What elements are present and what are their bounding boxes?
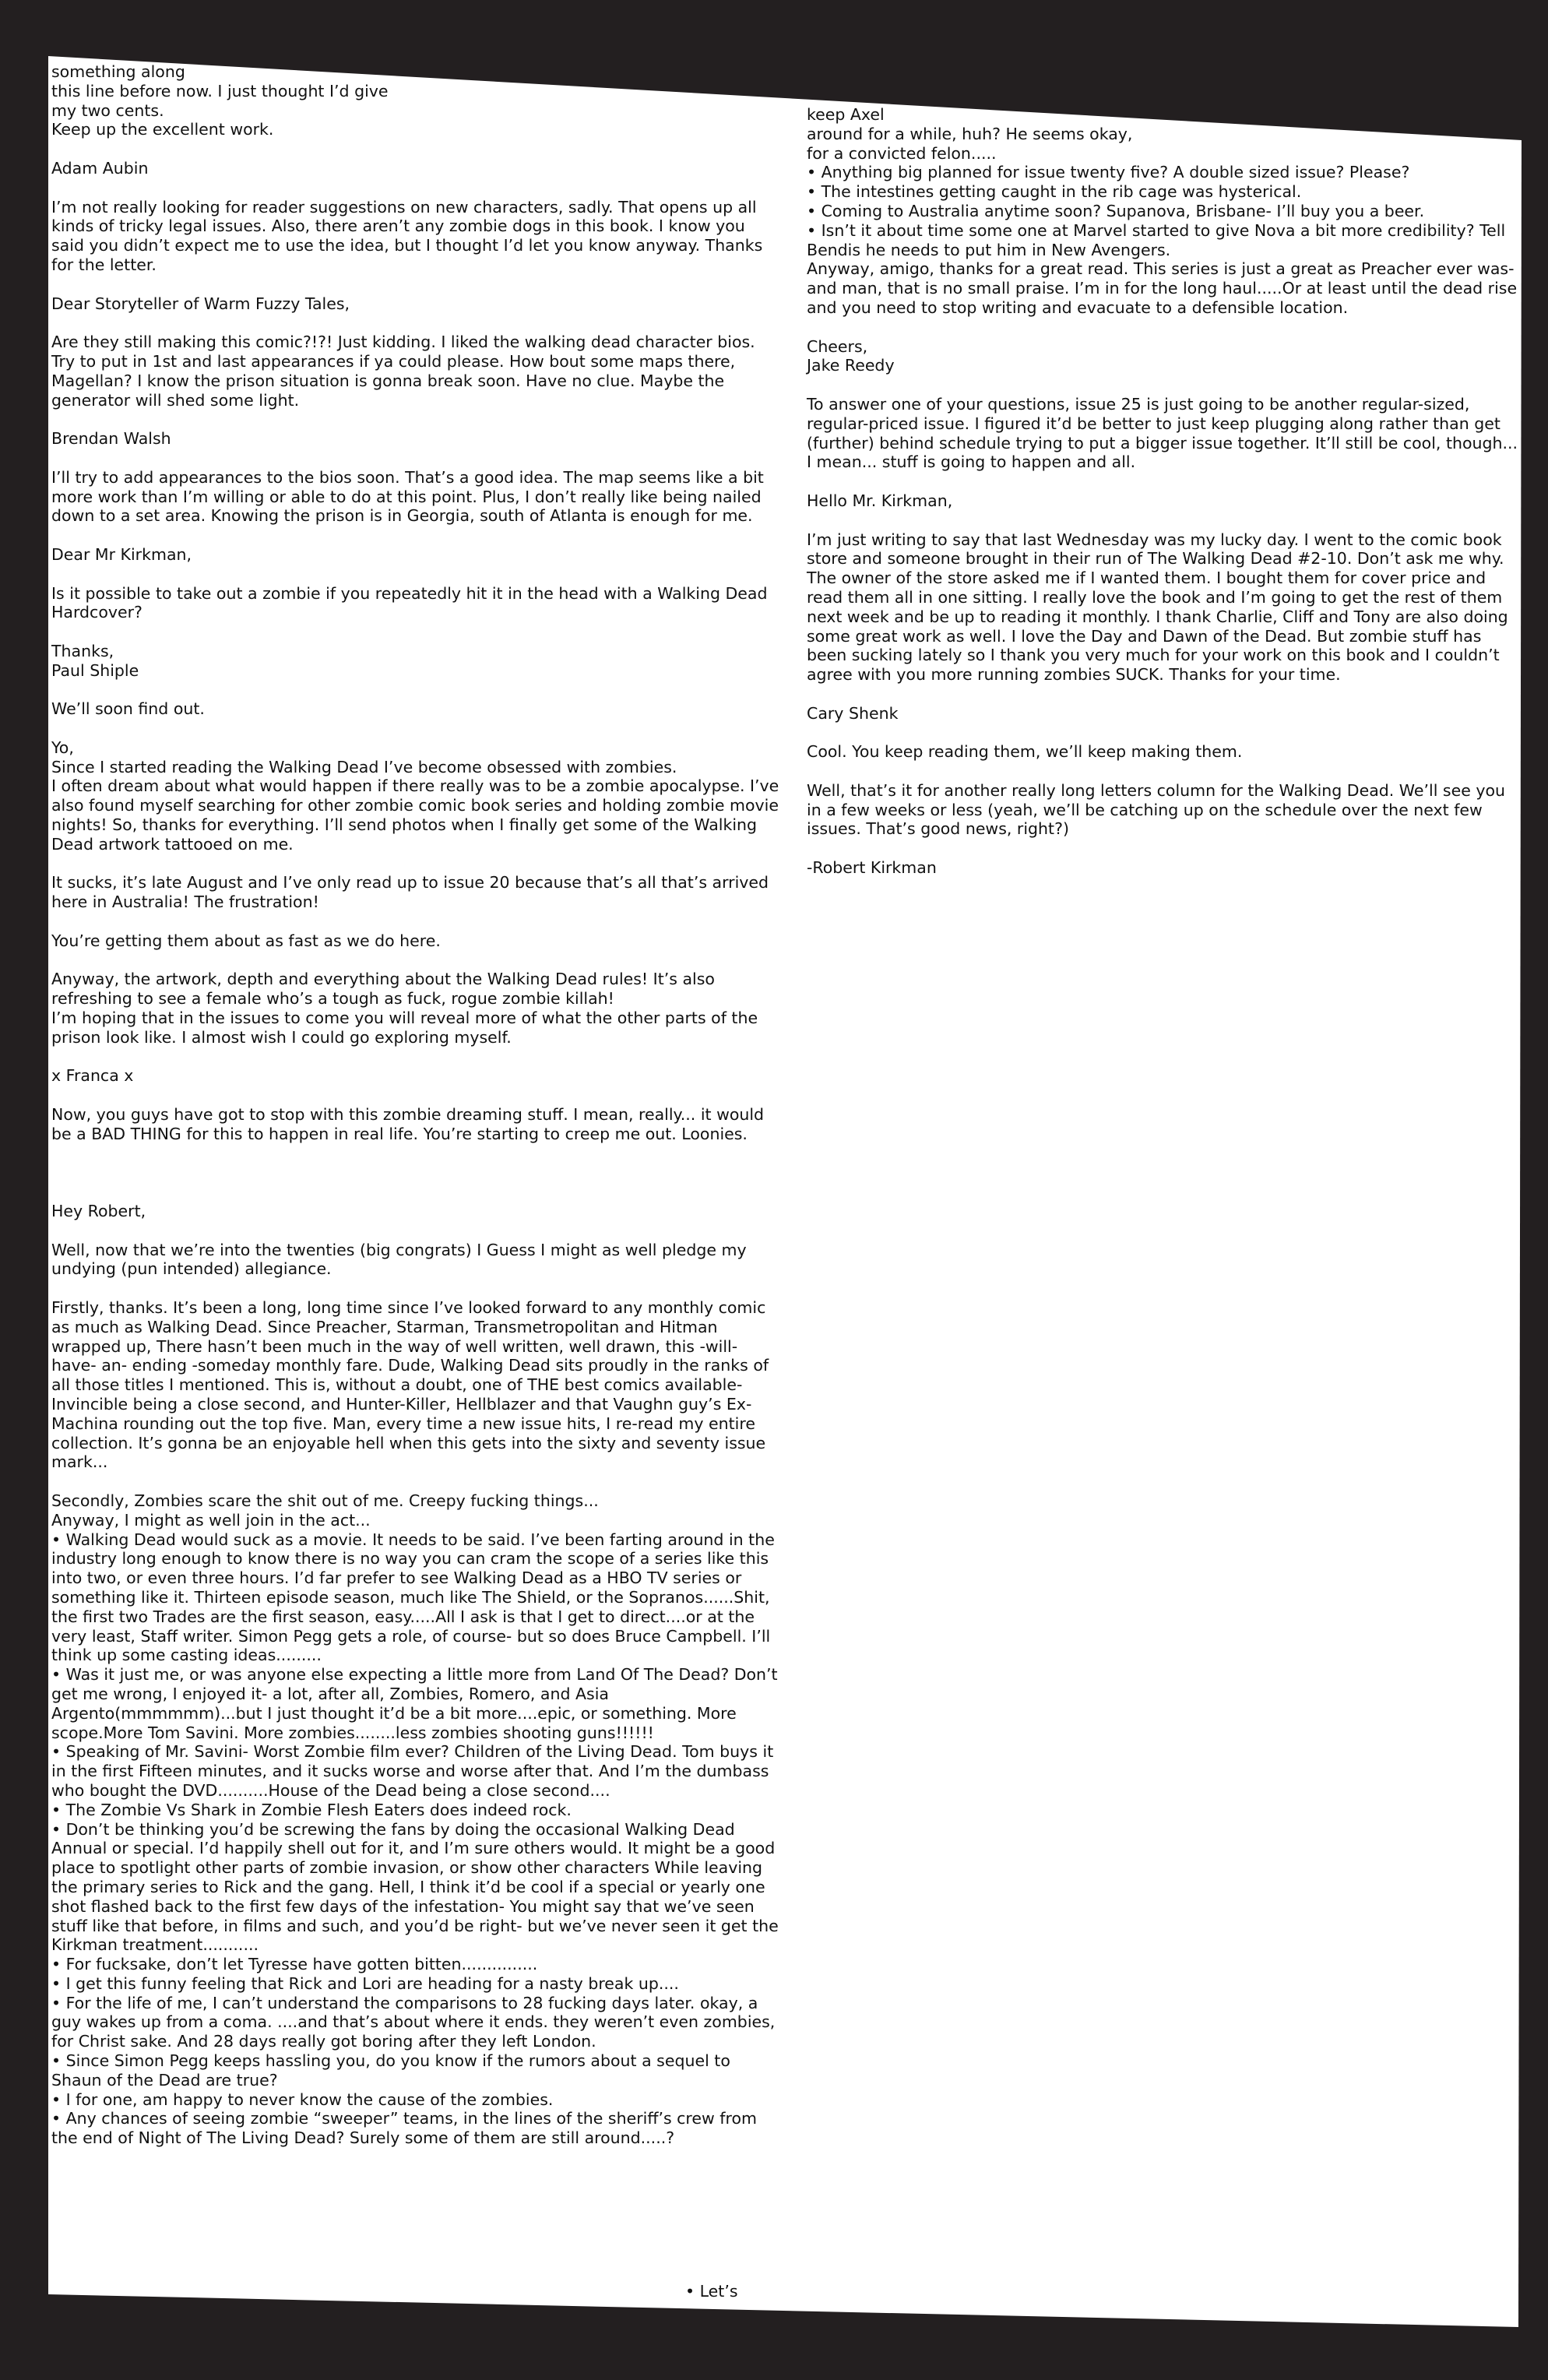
letter-paragraph: Anyway, amigo, thanks for a great read. This series is just a great as Preacher ever was- and man, that is no small praise. I’m in for the long haul.....Or at least until the dead rise and you need to stop writing and evacuate to a defensible location.	[807, 259, 1518, 317]
letter-paragraph: Now, you guys have got to stop with this zombie dreaming stuff. I mean, really... it would be a BAD THING for this to happen in real life. You’re starting to creep me out. Loonies.	[51, 1105, 765, 1143]
letter-paragraph: I’ll try to add appearances to the bios soon. That’s a good idea. The map seems like a bit more work than I’m willing or able to do at this point. Plus, I don’t really like being nailed down to a set area. Knowing the prison is in Georgia, south of Atlanta is enough for me.	[51, 467, 764, 526]
letter-paragraph: I’m not really looking for reader suggestions on new characters, sadly. That opens up all kinds of tricky legal issues. Also, there aren’t any zombie dogs in this book. I know you said you didn’t expect me to use the idea, but I thought I’d let you know anyway. Thanks for the letter.	[51, 197, 763, 274]
letter-paragraph: • Was it just me, or was anyone else expecting a little more from Land Of The Dead? Don’t get me wrong, I enjoyed it- a lot, after all, Zombies, Romero, and Asia Argento(mmmmmm)...but I just thought it’d be a bit more....epic, or something. More scope.More Tom Savini. More zombies........less zombies shooting guns!!!!!!	[51, 1665, 778, 1742]
letter-paragraph: You’re getting them about as fast as we do here.	[51, 931, 441, 950]
letter-paragraph: • Since Simon Pegg keeps hassling you, do you know if the rumors about a sequel to Shaun of the Dead are true?	[51, 2051, 730, 2090]
letter-paragraph: Cheers, Jake Reedy	[807, 336, 895, 375]
letter-paragraph: Dear Mr Kirkman,	[51, 544, 192, 564]
letter-paragraph: • For fucksake, don’t let Tyresse have gotten bitten...............	[51, 1955, 538, 1974]
letter-paragraph: Cary Shenk	[807, 703, 899, 723]
letter-paragraph: We’ll soon find out.	[51, 699, 205, 719]
letter-paragraph: Anyway, the artwork, depth and everything about the Walking Dead rules! It’s also refreshing to see a female who’s a tough as fuck, rogue zombie killah! I’m hoping that in the issues to come you will reveal more of what the other parts of the prison look like. I almost wish I could go exploring myself.	[51, 970, 758, 1047]
letter-paragraph: Hello Mr. Kirkman,	[807, 491, 953, 510]
left-column-continuation: • Let’s	[685, 2282, 738, 2301]
letter-paragraph: • I for one, am happy to never know the cause of the zombies.	[51, 2090, 554, 2109]
letter-paragraph: • Isn’t it about time some one at Marvel started to give Nova a bit more credibility? Tell Bendis he needs to put him in New Avengers.	[807, 220, 1506, 259]
letter-paragraph: • I get this funny feeling that Rick and Lori are heading for a nasty break up....	[51, 1973, 679, 1993]
right-letters-column	[807, 105, 1523, 878]
letter-paragraph: Thanks, Paul Shiple	[51, 641, 139, 680]
letter-paragraph: Yo, Since I started reading the Walking Dead I’ve become obsessed with zombies. I often dream about what would happen if there really was to be a zombie apocalypse. I’ve also found myself searching for other zombie comic book series and holding zombie movie nights! So, thanks for everything. I’ll send photos when I finally get some of the Walking Dead artwork tattooed on me.	[51, 738, 779, 854]
letter-paragraph: • Walking Dead would suck as a movie. It needs to be said. I’ve been farting around in the industry long enough to know there is no way you can cram the scope of a series like this into two, or even three hours. I’d far prefer to see Walking Dead as a HBO TV series or something like it. Thirteen episode season, much like The Shield, or the Sopranos......Shit, the first two Trades are the first season, easy.....All I ask is that I get to direct....or at the very least, Staff writer. Simon Pegg gets a role, of course- but so does Bruce Campbell. I’ll think up some casting ideas.........	[51, 1530, 775, 1665]
letter-paragraph: Well, now that we’re into the twenties (big congrats) I Guess I might as well pledge my undying (pun intended) allegiance.	[51, 1240, 747, 1279]
letter-paragraph: • The Zombie Vs Shark in Zombie Flesh Eaters does indeed rock.	[51, 1800, 572, 1819]
letter-paragraph: • Speaking of Mr. Savini- Worst Zombie film ever? Children of the Living Dead. Tom buys it in the first Fifteen minutes, and it sucks worse and worse after that. And I’m the dumbass who bought the DVD..........House of the Dead being a close second....	[51, 1742, 774, 1800]
letter-paragraph: • Anything big planned for issue twenty five? A double sized issue? Please?	[807, 163, 1410, 182]
letter-paragraph: I’m just writing to say that last Wednesday was my lucky day. I went to the comic book store and someone brought in their run of The Walking Dead #2-10. Don’t ask me why. The owner of the store asked me if I wanted them. I bought them for cover price and read them all in one sitting. I really love the book and I’m going to get the rest of them next week and be up to reading it monthly. I thank Charlie, Cliff and Tony are also doing some great work as well. I love the Day and Dawn of the Dead. But zombie stuff has been sucking lately so I thank you very much for your work on this book and I couldn’t agree with you more running zombies SUCK. Thanks for your time.	[807, 530, 1508, 685]
letter-paragraph: • The intestines getting caught in the rib cage was hysterical.	[807, 182, 1302, 202]
letter-paragraph: something along this line before now. I just thought I’d give my two cents. Keep up the excellent work.	[51, 62, 389, 139]
letter-paragraph: Hey Robert,	[51, 1202, 146, 1221]
letter-paragraph: • Coming to Australia anytime soon? Supanova, Brisbane- I’ll buy you a beer.	[807, 201, 1425, 220]
letter-paragraph: It sucks, it’s late August and I’ve only read up to issue 20 because that’s all that’s arrived here in Australia! The frustration!	[51, 873, 769, 912]
letter-paragraph: Well, that’s it for another really long letters column for the Walking Dead. We’ll see you in a few weeks or less (yeah, we’ll be catching up on the schedule over the next few issues. That’s good news, right?)	[807, 780, 1506, 839]
letter-paragraph: • Don’t be thinking you’d be screwing the fans by doing the occasional Walking Dead Annual or special. I’d happily shell out for it, and I’m sure others would. It might be a good place to spotlight other parts of zombie invasion, or show other characters While leaving the primary series to Rick and the gang. Hell, I think it’d be cool if a special or yearly one shot flashed back to the first few days of the infestation- You might say that we’ve seen stuff like that before, in films and such, and you’d be right- but we’ve never seen it get the Kirkman treatment...........	[51, 1819, 779, 1955]
letter-paragraph: Cool. You keep reading them, we’ll keep making them.	[807, 742, 1243, 762]
letter-paragraph: Dear Storyteller of Warm Fuzzy Tales,	[51, 294, 350, 313]
letter-paragraph: To answer one of your questions, issue 25 is just going to be another regular-sized, regular-priced issue. I figured it’d be better to just keep plugging along rather than get (further) behind schedule trying to put a bigger issue together. It’ll still be cool, though... I mean... stuff is going to happen and all.	[807, 394, 1518, 472]
letter-paragraph: -Robert Kirkman	[807, 858, 937, 878]
letter-paragraph: keep Axel around for a while, huh? He seems okay, for a convicted felon.....	[807, 105, 1133, 163]
letter-paragraph: Is it possible to take out a zombie if you repeatedly hit it in the head with a Walking Dead Hardcover?	[51, 583, 768, 622]
letter-paragraph: Brendan Walsh	[51, 429, 171, 449]
left-letters-column	[51, 62, 779, 2148]
letter-paragraph: Are they still making this comic?!?! Just kidding. I liked the walking dead character bios. Try to put in 1st and last appearances if ya could please. How bout some maps there, Magellan? I know the prison situation is gonna break soon. Have no clue. Maybe the generator will shed some light.	[51, 333, 755, 410]
letter-paragraph: x Franca x	[51, 1066, 134, 1086]
letter-paragraph: • Any chances of seeing zombie “sweeper” teams, in the lines of the sheriff’s crew from the end of Night of The Living Dead? Surely some of them are still around.....?	[51, 2109, 758, 2148]
letter-paragraph: Firstly, thanks. It’s been a long, long time since I’ve looked forward to any monthly comic as much as Walking Dead. Since Preacher, Starman, Transmetropolitan and Hitman wrapped up, There hasn’t been much in the way of well written, well drawn, this -will- have- an- ending -someday monthly fare. Dude, Walking Dead sits proudly in the ranks of all those titles I mentioned. This is, without a doubt, one of THE best comics available- Invincible being a close second, and Hunter-Killer, Hellblazer and that Vaughn guy’s Ex-Machina rounding out the top five. Man, every time a new issue hits, I re-read my entire collection. It’s gonna be an enjoyable hell when this gets into the sixty and seventy issue mark...	[51, 1298, 769, 1472]
letter-paragraph: Secondly, Zombies scare the shit out of me. Creepy fucking things... Anyway, I might as well join in the act...	[51, 1491, 599, 1530]
letter-paragraph: • For the life of me, I can’t understand the comparisons to 28 fucking days later. okay, a guy wakes up from a coma. ....and that’s about where it ends. they weren’t even zombies, for Christ sake. And 28 days really got boring after they left London.	[51, 1993, 776, 2051]
letter-paragraph: Adam Aubin	[51, 158, 149, 178]
